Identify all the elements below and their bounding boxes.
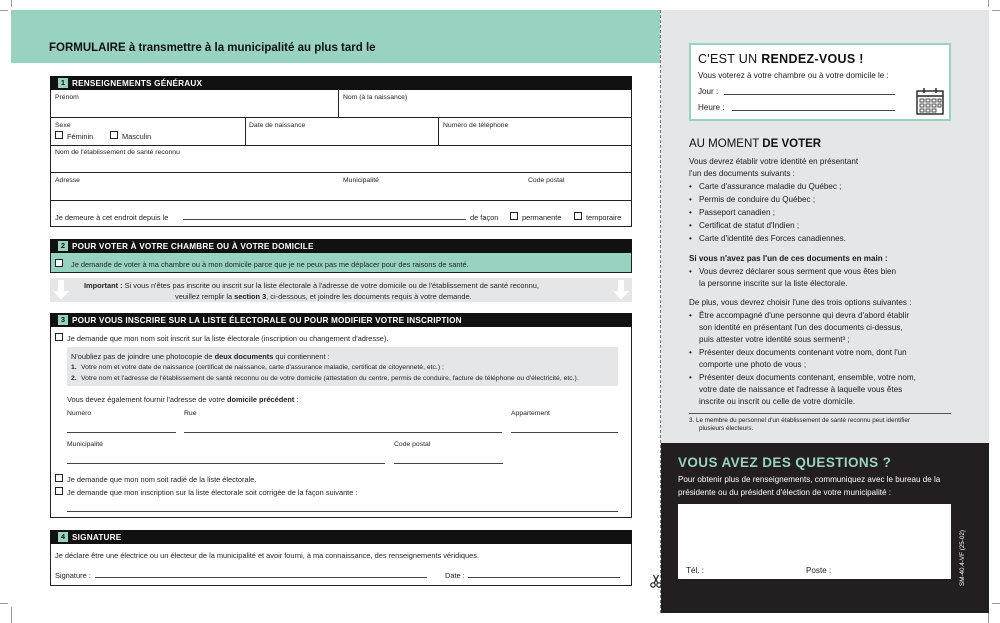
vote-title-a: AU MOMENT (689, 138, 760, 150)
poste-label: Poste : (806, 566, 832, 575)
section-title: RENSEIGNEMENTS GÉNÉRAUX (72, 78, 203, 88)
vote-title (689, 138, 821, 150)
important-text-1: Si vous n'êtes pas inscrite ou inscrit sur la liste électorale à l'adresse de votre domicile ou de l'établissement de santé reconnu, (124, 281, 539, 290)
date-naissance-label: Date de naissance (249, 122, 306, 129)
jour-field[interactable] (724, 94, 895, 95)
section-3-ref: section 3 (234, 292, 267, 301)
domicile-text-b: domicile précédent (227, 395, 295, 404)
heure-label: Heure : (698, 103, 725, 112)
important-text-2a: veuillez remplir la (175, 292, 233, 301)
telephone-label: Numéro de téléphone (443, 122, 509, 129)
section-title: SIGNATURE (72, 532, 122, 542)
municipalite-label-3: Municipalité (67, 441, 103, 448)
option-bullet: • (689, 348, 692, 357)
correction-field[interactable] (67, 511, 618, 512)
footnote-divider (689, 413, 951, 414)
option-1-line-3: puis attester votre identité sous serment³ ; (699, 335, 850, 344)
option-3-line-3: inscrite ou inscrit ou celle de votre domicile. (699, 397, 856, 406)
questions-title: VOUS AVEZ DES QUESTIONS ? (678, 455, 892, 470)
doc-bullet: • (689, 182, 692, 191)
doc2-number: 2. (71, 375, 77, 382)
option-bullet: • (689, 373, 692, 382)
facon-label: de façon (470, 213, 499, 222)
option-1-line-2: son identité en présentant l'un des documents ci-dessus, (699, 323, 903, 332)
section-number: 3 (58, 315, 68, 325)
scissors-icon (650, 574, 662, 588)
section-1-header (50, 76, 632, 90)
corrigee-checkbox[interactable] (55, 487, 63, 495)
divider (338, 90, 339, 118)
form-code: SM-40.4-VF (25-02) (959, 530, 966, 586)
section-1-box (50, 90, 632, 227)
crop-mark (11, 0, 12, 7)
domicile-text-a: Vous devez également fournir l'adresse de votre (67, 395, 225, 404)
important-line-2 (175, 292, 472, 301)
section-number: 1 (58, 78, 68, 88)
section-4-header (50, 530, 632, 544)
adresse-label: Adresse (55, 177, 80, 184)
no-doc-line-1: Vous devrez déclarer sous serment que vous êtes bien (699, 267, 897, 276)
footnote-line-2: plusieurs électeurs. (699, 425, 754, 432)
vote-title-b: DE VOTER (762, 138, 822, 150)
doc-item: Passeport canadien ; (699, 208, 776, 217)
section-3-header (50, 313, 632, 327)
calendar-icon (915, 86, 945, 116)
signature-field[interactable] (95, 577, 427, 578)
rdv-title-a: C'EST UN (698, 52, 758, 66)
no-doc-title: Si vous n'avez pas l'un de ces documents en main : (689, 254, 888, 263)
divider (50, 145, 632, 146)
option-2-line-2: comporte une photo de vous ; (699, 360, 807, 369)
option-3-line-2: votre date de naissance et l'adresse à laquelle vous êtes (699, 385, 903, 394)
doc-bullet: • (689, 208, 692, 217)
crop-mark (992, 10, 1000, 11)
rue-label: Rue (184, 410, 197, 417)
doc-item: Carte d'assurance maladie du Québec ; (699, 182, 842, 191)
temporaire-checkbox[interactable] (574, 212, 582, 220)
vote-domicile-label: Je demande de voter à ma chambre ou à mon domicile parce que je ne peux pas me déplacer pour des raisons de santé. (71, 260, 469, 269)
declaration-text: Je déclare être une électrice ou un électeur de la municipalité et avoir fourni, à ma connaissance, des renseignements véridiques. (55, 551, 479, 560)
option-3-line-1: Présenter deux documents contenant, ensemble, votre nom, (699, 373, 916, 382)
signature-label: Signature : (55, 571, 91, 580)
doc-item: Carte d'identité des Forces canadiennes. (699, 234, 846, 243)
option-1-line-1: Être accompagné d'une personne qui devra d'abord établir (699, 311, 910, 320)
vote-domicile-checkbox[interactable] (55, 259, 63, 267)
crop-mark (988, 0, 989, 7)
code-postal-label-3: Code postal (394, 441, 431, 448)
rdv-subtitle: Vous voterez à votre chambre ou à votre domicile le : (698, 71, 889, 80)
domicile-precedent-line (67, 395, 299, 404)
code-postal-label: Code postal (528, 177, 565, 184)
date-field[interactable] (468, 577, 620, 578)
divider (50, 172, 632, 173)
oubliez-text-b: deux documents (214, 352, 274, 361)
numero-label: Numéro (67, 410, 92, 417)
divider (50, 117, 632, 118)
permanente-label: permanente (522, 213, 562, 222)
vote-intro-1: Vous devrez établir votre identité en présentant (689, 157, 859, 166)
oubliez-line (71, 352, 330, 361)
radie-label: Je demande que mon nom soit radié de la liste électorale. (67, 475, 257, 484)
heure-field[interactable] (732, 110, 895, 111)
arrow-down-icon (53, 280, 69, 300)
permanente-checkbox[interactable] (510, 212, 518, 220)
option-2-line-1: Présenter deux documents contenant votre nom, dont l'un (699, 348, 907, 357)
tel-label: Tél. : (686, 566, 704, 575)
no-doc-bullet: • (689, 267, 692, 276)
section-2-header (50, 239, 632, 253)
inscription-label: Je demande que mon nom soit inscrit sur la liste électorale (inscription ou changement d'adresse). (67, 334, 389, 343)
doc1-text: Votre nom et votre date de naissance (certificat de naissance, carte d'assurance maladie, certificat de citoyenneté, etc.) ; (81, 364, 444, 371)
no-doc-line-2: la personne inscrite sur la liste électorale. (699, 279, 848, 288)
section-number: 2 (58, 241, 68, 251)
feminin-label: Féminin (67, 132, 94, 141)
section-title: POUR VOUS INSCRIRE SUR LA LISTE ÉLECTORALE OU POUR MODIFIER VOTRE INSCRIPTION (72, 315, 462, 325)
doc-bullet: • (689, 195, 692, 204)
rue-field[interactable] (184, 432, 502, 433)
prenom-label: Prénom (55, 94, 79, 101)
section-number: 4 (58, 532, 68, 542)
municipalite-label: Municipalité (343, 177, 379, 184)
municipalite-field[interactable] (67, 463, 385, 464)
corrigee-label: Je demande que mon inscription sur la liste électorale soit corrigée de la façon suivante : (67, 488, 358, 497)
numero-field[interactable] (67, 432, 176, 433)
crop-mark (0, 10, 8, 11)
important-line-1 (84, 281, 539, 290)
domicile-text-c: : (296, 395, 299, 404)
vote-intro-2: l'un des documents suivants : (689, 169, 795, 178)
oubliez-text-a: N'oubliez pas de joindre une photocopie de (71, 352, 213, 361)
sexe-label: Sexe (55, 122, 71, 129)
demeure-label: Je demeure à cet endroit depuis le (55, 213, 169, 222)
title-banner (11, 10, 660, 63)
footnote-line-1: 3. Le membre du personnel d'un établissement de santé reconnu peut identifier (689, 417, 911, 424)
divider (438, 117, 439, 145)
inscription-checkbox[interactable] (55, 333, 63, 341)
important-text-2c: , ci-dessous, et joindre les documents requis à votre demande. (266, 292, 472, 301)
crop-mark (11, 607, 12, 623)
doc-bullet: • (689, 234, 692, 243)
code-postal-field[interactable] (394, 463, 503, 464)
options-title: De plus, vous devrez choisir l'une des trois options suivantes : (689, 298, 912, 307)
masculin-label: Masculin (122, 132, 152, 141)
doc1-number: 1. (71, 364, 77, 371)
divider (50, 200, 632, 201)
doc-item: Permis de conduire du Québec ; (699, 195, 816, 204)
questions-body: Pour obtenir plus de renseignements, communiquez avec le bureau de la présidente ou du président d'élection de votre municipalité : (678, 475, 941, 497)
oubliez-text-c: qui contiennent : (275, 352, 330, 361)
crop-mark (992, 603, 1000, 604)
etablissement-label: Nom de l'établissement de santé reconnu (55, 149, 180, 156)
date-label: Date : (445, 571, 465, 580)
form-title: FORMULAIRE à transmettre à la municipalité au plus tard le (49, 42, 376, 54)
arrow-down-icon (613, 280, 629, 300)
appartement-field[interactable] (511, 432, 618, 433)
divider (245, 117, 246, 145)
rendez-vous-title (698, 52, 864, 66)
jour-label: Jour : (698, 87, 719, 96)
doc-item: Certificat de statut d'Indien ; (699, 221, 800, 230)
feminin-checkbox[interactable] (55, 131, 63, 139)
doc-bullet: • (689, 221, 692, 230)
radie-checkbox[interactable] (55, 474, 63, 482)
masculin-checkbox[interactable] (110, 131, 118, 139)
section-title: POUR VOTER À VOTRE CHAMBRE OU À VOTRE DOMICILE (72, 241, 314, 251)
doc2-text: Votre nom et l'adresse de l'établissement de santé reconnu ou de votre domicile (attestation du centre, permis de conduire, facture de téléphone ou d'électricité, etc.). (81, 375, 579, 382)
rdv-title-b: RENDEZ-VOUS ! (761, 52, 864, 66)
crop-mark (0, 603, 8, 604)
demeure-date-line[interactable] (183, 219, 466, 220)
appartement-label: Appartement (511, 410, 550, 417)
important-label: Important : (84, 281, 123, 290)
option-bullet: • (689, 311, 692, 320)
nom-label: Nom (à la naissance) (343, 94, 408, 101)
temporaire-label: temporaire (586, 213, 622, 222)
